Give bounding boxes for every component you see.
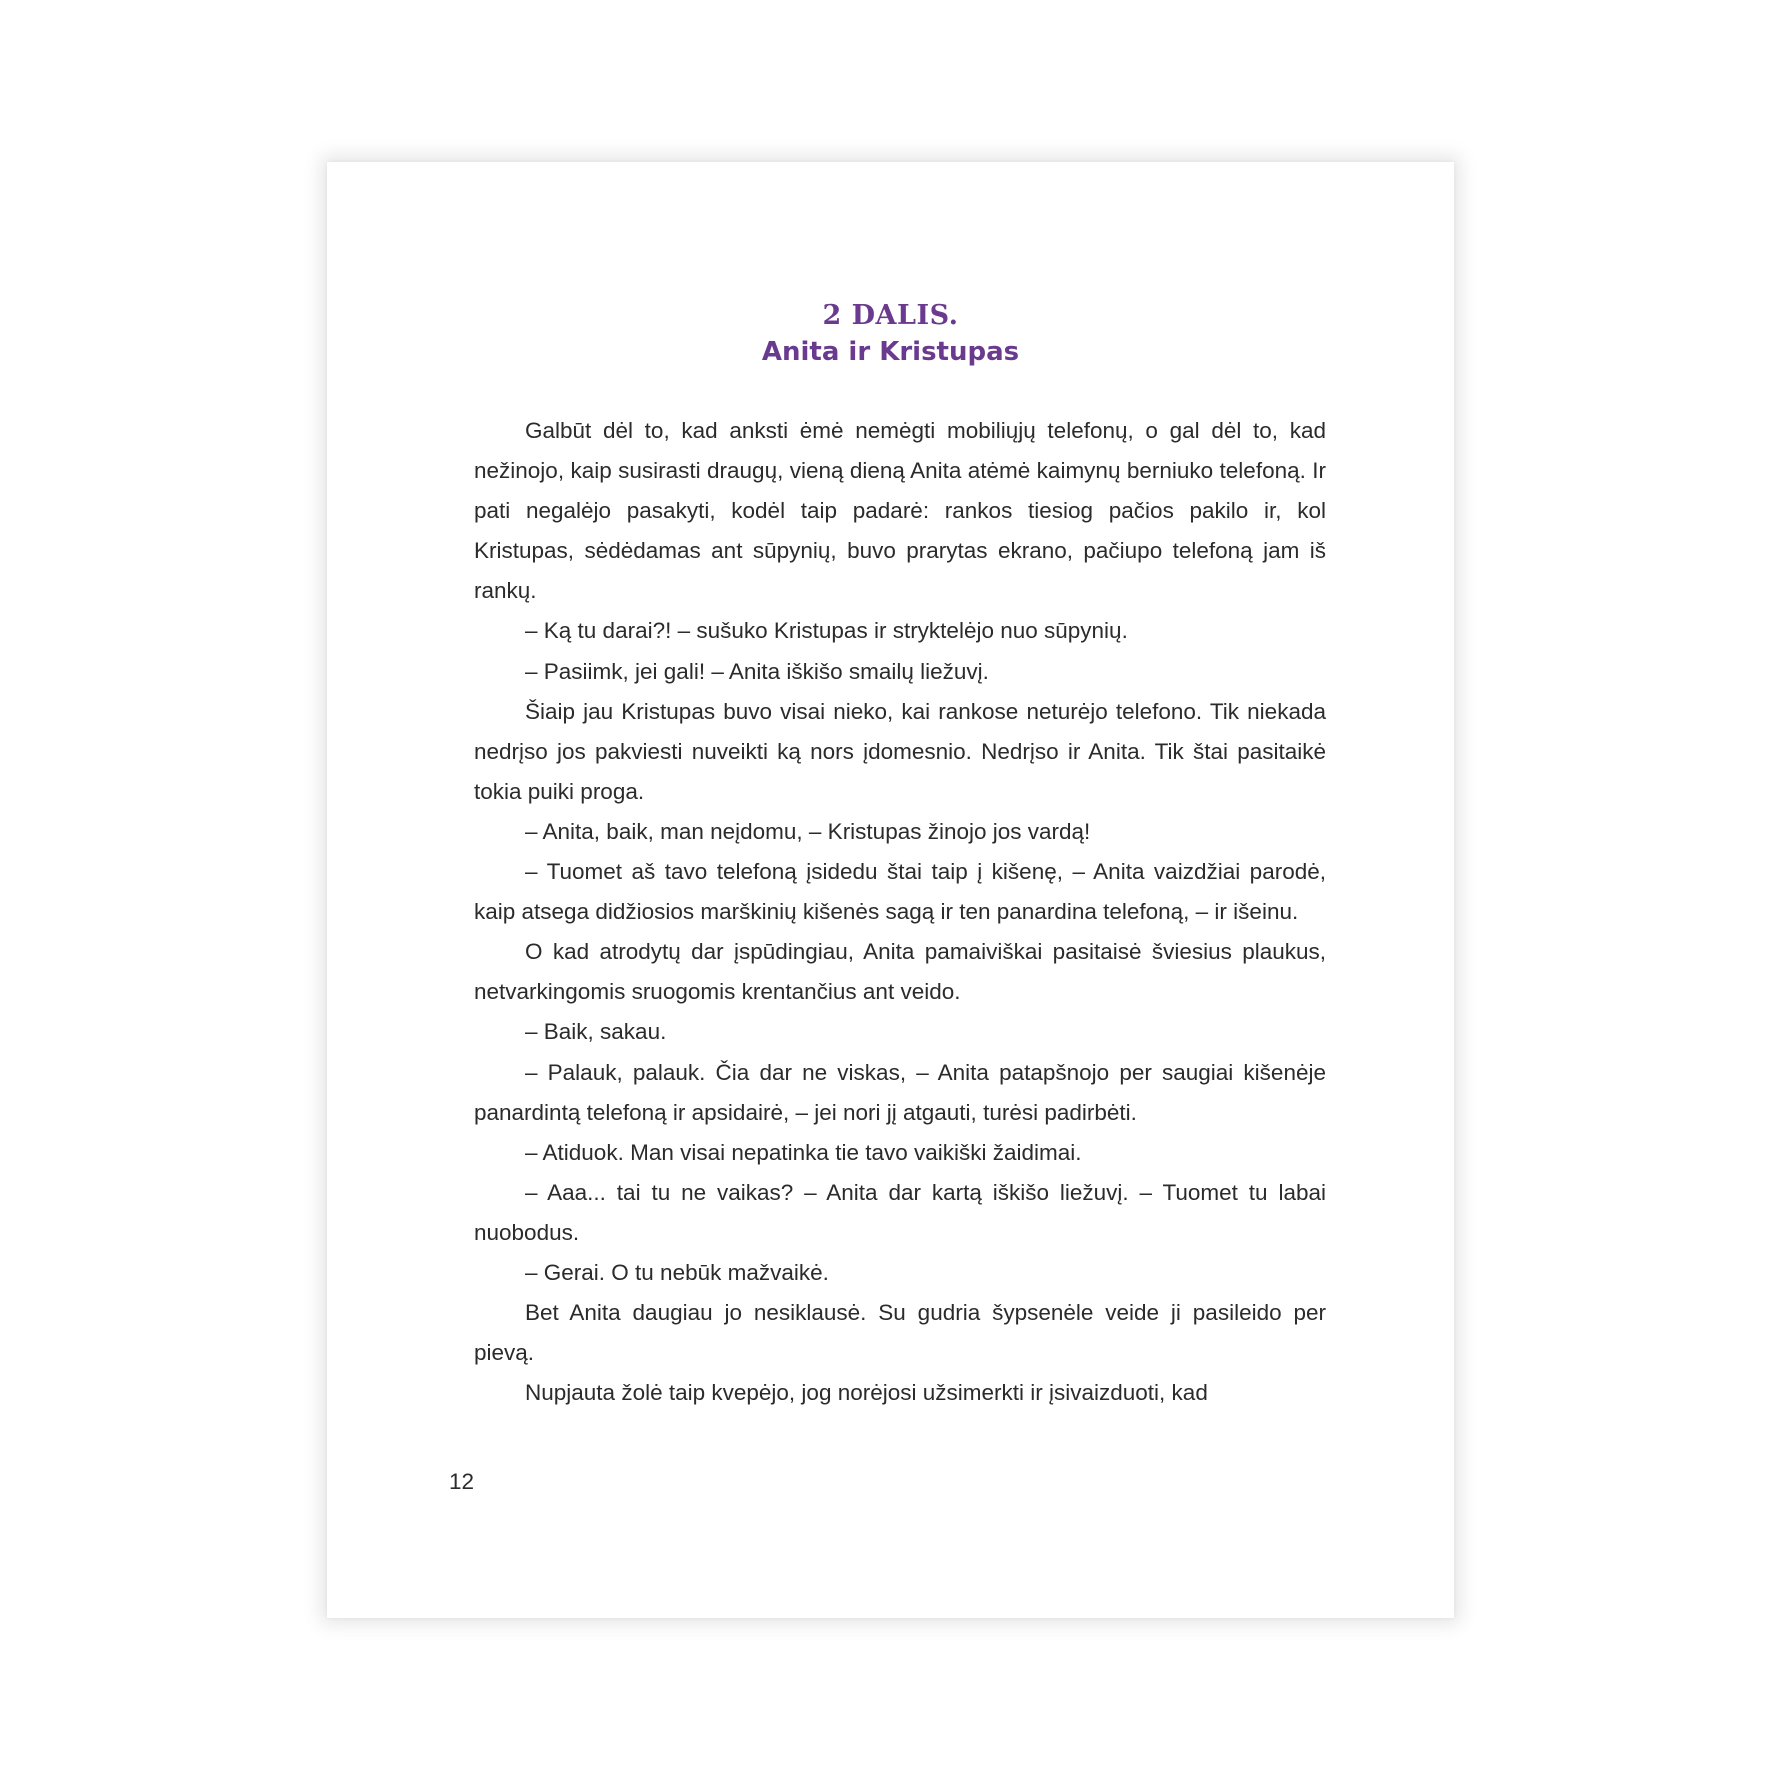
paragraph: – Gerai. O tu nebūk mažvaikė. (525, 1259, 829, 1285)
paragraph: Bet Anita daugiau jo nesiklausė. Su gudria šypsenėle veide ji pasileido per pievą. (474, 1300, 1326, 1366)
chapter-heading (327, 298, 1454, 370)
chapter-title: Anita ir Kristupas (761, 337, 1020, 367)
body-text (474, 411, 1326, 1413)
paragraph: – Pasiimk, jei gali! – Anita iškišo smailų liežuvį. (525, 658, 989, 684)
paragraph: Šiaip jau Kristupas buvo visai nieko, kai rankose neturėjo telefono. Tik niekada nedrįso jos pakviesti nuveikti ką nors įdomesnio. Nedrįso ir Anita. Tik štai pasitaikė tokia puiki proga. (474, 698, 1326, 804)
paragraph: – Tuomet aš tavo telefoną įsidedu štai taip į kišenę, – Anita vaizdžiai parodė, kaip atsega didžiosios marškinių kišenės sagą ir ten panardina telefoną, – ir išeinu. (474, 859, 1326, 925)
paragraph: – Anita, baik, man neįdomu, – Kristupas žinojo jos vardą! (525, 818, 1091, 844)
page-number: 12 (449, 1469, 475, 1494)
paragraph: – Atiduok. Man visai nepatinka tie tavo vaikiški žaidimai. (525, 1139, 1082, 1165)
paragraph: Nupjauta žolė taip kvepėjo, jog norėjosi užsimerkti ir įsivaizduoti, kad (525, 1380, 1208, 1406)
chapter-number: 2 DALIS. (822, 300, 959, 331)
paragraph: – Baik, sakau. (525, 1019, 667, 1045)
paragraph: – Ką tu darai?! – sušuko Kristupas ir stryktelėjo nuo sūpynių. (525, 618, 1128, 644)
paragraph: – Palauk, palauk. Čia dar ne viskas, – Anita patapšnojo per saugiai kišenėje panardintą telefoną ir apsidairė, – jei nori jį atgauti, turėsi padirbėti. (474, 1059, 1326, 1125)
paragraph: O kad atrodytų dar įspūdingiau, Anita pamaiviškai pasitaisė šviesius plaukus, netvarkingomis sruogomis krentančius ant veido. (474, 939, 1326, 1005)
paragraph: Galbūt dėl to, kad anksti ėmė nemėgti mobiliųjų telefonų, o gal dėl to, kad nežinojo, kaip susirasti draugų, vieną dieną Anita atėmė kaimynų berniuko telefoną. Ir pati negalėjo pasakyti, kodėl taip padarė: rankos tiesiog pačios pakilo ir, kol Kristupas, sėdėdamas ant sūpynių, buvo prarytas ekrano, pačiupo telefoną jam iš rankų. (474, 418, 1326, 604)
book-page (327, 162, 1454, 1618)
paragraph: – Aaa... tai tu ne vaikas? – Anita dar kartą iškišo liežuvį. – Tuomet tu labai nuobodus. (474, 1179, 1326, 1245)
